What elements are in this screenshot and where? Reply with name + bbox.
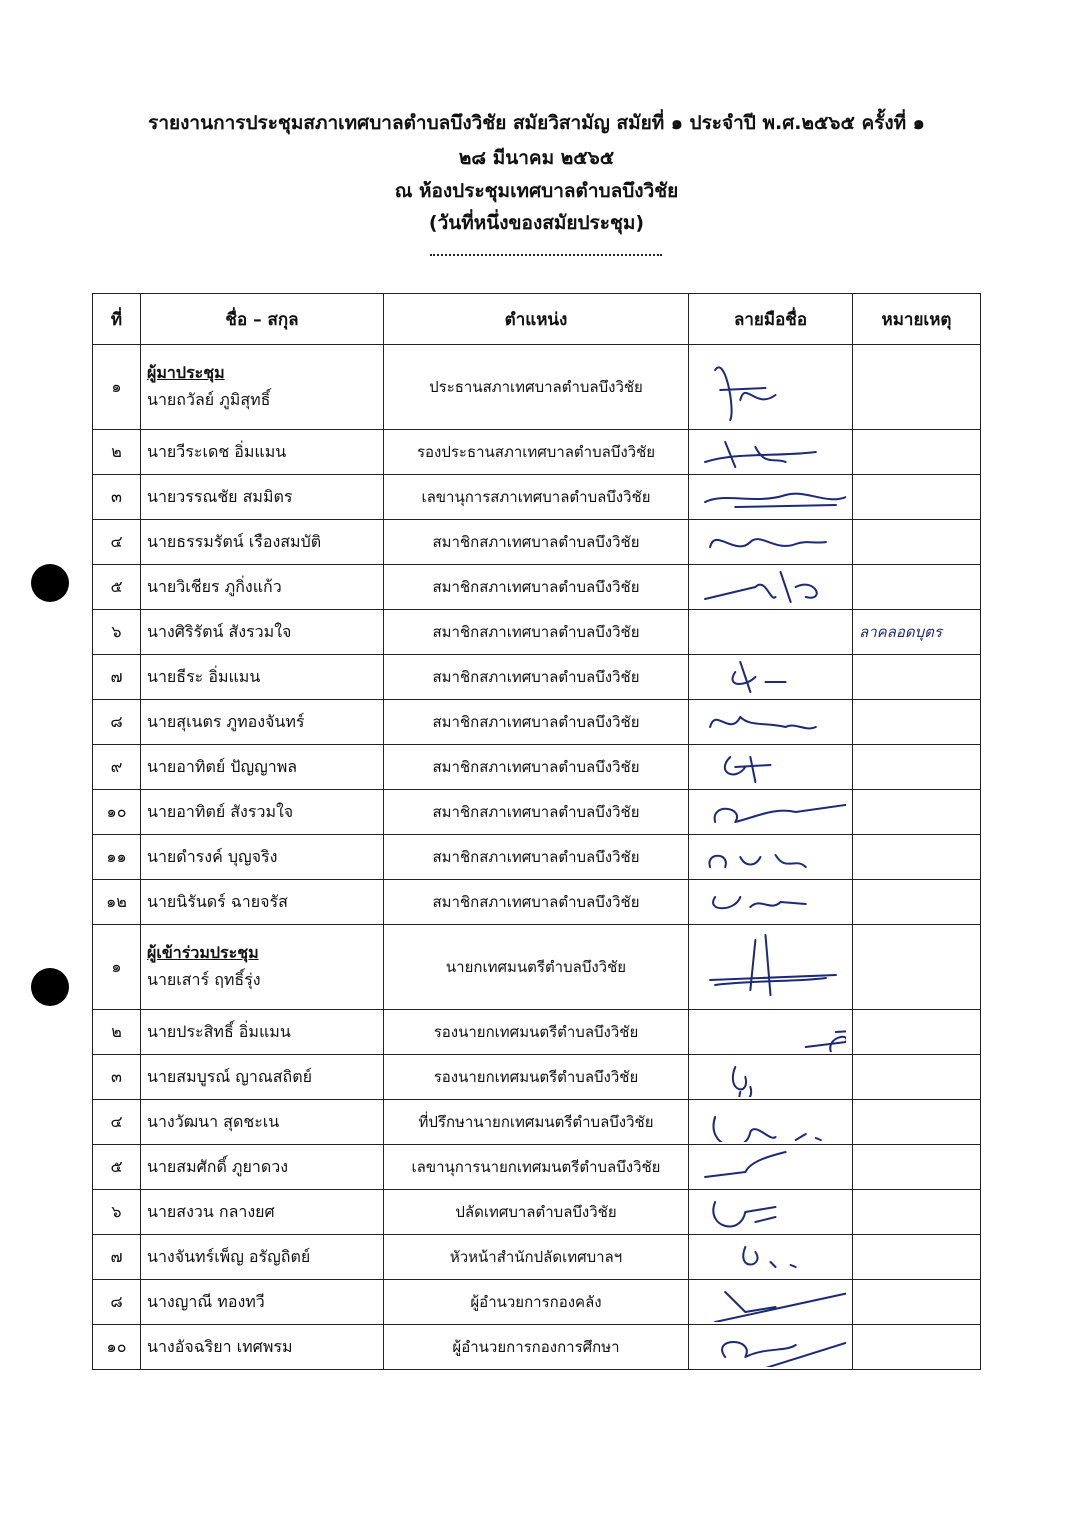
row-number: ๑๐ [93, 1325, 141, 1370]
row-remark-cell [853, 925, 981, 1010]
row-name: นายถวัลย์ ภูมิสุทธิ์ [147, 390, 271, 409]
table-row [93, 1100, 981, 1145]
row-remark-cell [853, 1010, 981, 1055]
table-row [93, 655, 981, 700]
row-number: ๔ [93, 1100, 141, 1145]
row-signature-cell [689, 1100, 853, 1145]
row-position: สมาชิกสภาเทศบาลตำบลบึงวิชัย [384, 700, 689, 745]
row-position: ประธานสภาเทศบาลตำบลบึงวิชัย [384, 345, 689, 430]
row-signature-cell [689, 1280, 853, 1325]
row-signature-cell [689, 430, 853, 475]
row-remark-cell [853, 655, 981, 700]
row-name: นายวรรณชัย สมมิตร [147, 486, 293, 506]
table-row [93, 880, 981, 925]
row-name: นายประสิทธิ์ อิ่มแมน [147, 1021, 291, 1041]
row-position: สมาชิกสภาเทศบาลตำบลบึงวิชัย [384, 790, 689, 835]
row-remark-cell [853, 610, 981, 655]
handwritten-signature [695, 1282, 846, 1322]
header-name: ชื่อ – สกุล [141, 294, 384, 345]
handwritten-signature [695, 1102, 846, 1142]
row-signature-cell [689, 655, 853, 700]
row-name-cell [141, 1055, 384, 1100]
row-remark-cell [853, 700, 981, 745]
row-position: ที่ปรึกษานายกเทศมนตรีตำบลบึงวิชัย [384, 1100, 689, 1145]
row-name: นายนิรันดร์ ฉายจรัส [147, 891, 288, 911]
row-name: นางญาณี ทองทวี [147, 1291, 265, 1311]
section-heading: ผู้เข้าร่วมประชุม [147, 943, 259, 962]
row-number: ๙ [93, 745, 141, 790]
row-number: ๕ [93, 1145, 141, 1190]
row-signature-cell [689, 1145, 853, 1190]
row-name-cell [141, 655, 384, 700]
table-row [93, 1280, 981, 1325]
row-remark: ลาคลอดบุตร [859, 623, 942, 641]
handwritten-signature [695, 432, 846, 472]
table-row [93, 1190, 981, 1235]
row-name: นายอาทิตย์ ปัญญาพล [147, 756, 298, 776]
table-row [93, 610, 981, 655]
row-number: ๖ [93, 610, 141, 655]
row-name: นายดำรงค์ บุญจริง [147, 846, 278, 866]
row-remark-cell [853, 520, 981, 565]
table-row [93, 700, 981, 745]
row-remark-cell [853, 345, 981, 430]
row-position: รองประธานสภาเทศบาลตำบลบึงวิชัย [384, 430, 689, 475]
row-number: ๘ [93, 1280, 141, 1325]
row-number: ๗ [93, 655, 141, 700]
row-remark-cell [853, 1100, 981, 1145]
row-number: ๑ [93, 925, 141, 1010]
handwritten-signature [695, 702, 846, 742]
row-remark-cell [853, 1055, 981, 1100]
row-position: รองนายกเทศมนตรีตำบลบึงวิชัย [384, 1010, 689, 1055]
row-remark-cell [853, 1145, 981, 1190]
row-name-cell [141, 745, 384, 790]
row-position: นายกเทศมนตรีตำบลบึงวิชัย [384, 925, 689, 1010]
dotted-separator [430, 248, 662, 256]
row-name-cell [141, 835, 384, 880]
row-number: ๔ [93, 520, 141, 565]
handwritten-signature [695, 1057, 846, 1097]
row-signature-cell [689, 1190, 853, 1235]
row-name-cell [141, 880, 384, 925]
row-position: สมาชิกสภาเทศบาลตำบลบึงวิชัย [384, 880, 689, 925]
table-row [93, 565, 981, 610]
row-number: ๑๒ [93, 880, 141, 925]
row-remark-cell [853, 880, 981, 925]
row-signature-cell [689, 835, 853, 880]
row-number: ๑๑ [93, 835, 141, 880]
table-body [93, 345, 981, 1370]
header-no: ที่ [93, 294, 141, 345]
row-signature-cell [689, 700, 853, 745]
row-number: ๗ [93, 1235, 141, 1280]
table-row [93, 745, 981, 790]
row-position: เลขานุการนายกเทศมนตรีตำบลบึงวิชัย [384, 1145, 689, 1190]
row-position: ปลัดเทศบาลตำบลบึงวิชัย [384, 1190, 689, 1235]
header-position: ตำแหน่ง [384, 294, 689, 345]
row-signature-cell [689, 745, 853, 790]
row-name: นายอาทิตย์ สังรวมใจ [147, 801, 294, 821]
row-name-cell [141, 1280, 384, 1325]
row-remark-cell [853, 430, 981, 475]
table-row [93, 345, 981, 430]
row-number: ๑๐ [93, 790, 141, 835]
header-remark: หมายเหตุ [853, 294, 981, 345]
row-number: ๒ [93, 430, 141, 475]
row-position: ผู้อำนวยการกองการศึกษา [384, 1325, 689, 1370]
row-name-cell [141, 520, 384, 565]
document-title-line1: รายงานการประชุมสภาเทศบาลตำบลบึงวิชัย สมัยวิสามัญ สมัยที่ ๑ ประจำปี พ.ศ.๒๕๖๕ ครั้งที่ ๑ [148, 112, 925, 134]
row-name: นายสงวน กลางยศ [147, 1201, 275, 1221]
table-row [93, 790, 981, 835]
row-signature-cell [689, 565, 853, 610]
row-number: ๓ [93, 475, 141, 520]
row-remark-cell [853, 1190, 981, 1235]
row-name-cell [141, 1100, 384, 1145]
row-position: ผู้อำนวยการกองคลัง [384, 1280, 689, 1325]
row-name-cell [141, 790, 384, 835]
punch-hole-bottom [31, 968, 69, 1006]
row-name: นายธีระ อิ่มแมน [147, 666, 261, 686]
handwritten-signature [695, 747, 846, 787]
row-name: นางอัจฉริยา เทศพรม [147, 1336, 293, 1356]
row-number: ๕ [93, 565, 141, 610]
row-name-cell [141, 430, 384, 475]
row-position: เลขานุการสภาเทศบาลตำบลบึงวิชัย [384, 475, 689, 520]
row-name-cell [141, 475, 384, 520]
row-name: นางจันทร์เพ็ญ อรัญถิตย์ [147, 1246, 311, 1266]
row-signature-cell [689, 790, 853, 835]
row-remark-cell [853, 745, 981, 790]
document-venue: ณ ห้องประชุมเทศบาลตำบลบึงวิชัย [394, 180, 679, 202]
row-remark-cell [853, 475, 981, 520]
table-row [93, 1145, 981, 1190]
handwritten-signature [695, 1237, 846, 1277]
row-number: ๑ [93, 345, 141, 430]
attendance-table [92, 293, 981, 1370]
row-name-cell [141, 1235, 384, 1280]
row-name: นายเสาร์ ฤทธิ์รุ่ง [147, 970, 261, 989]
row-name: นางศิริรัตน์ สังรวมใจ [147, 621, 292, 641]
table-row [93, 1010, 981, 1055]
row-signature-cell [689, 475, 853, 520]
row-name-cell [141, 345, 384, 430]
row-signature-cell [689, 520, 853, 565]
row-name-cell [141, 565, 384, 610]
row-signature-cell [689, 345, 853, 430]
row-name-cell [141, 925, 384, 1010]
row-signature-cell [689, 1010, 853, 1055]
row-position: สมาชิกสภาเทศบาลตำบลบึงวิชัย [384, 655, 689, 700]
row-name-cell [141, 1190, 384, 1235]
row-remark-cell [853, 565, 981, 610]
table-row [93, 1055, 981, 1100]
row-signature-cell [689, 880, 853, 925]
handwritten-signature [695, 837, 846, 877]
row-position: สมาชิกสภาเทศบาลตำบลบึงวิชัย [384, 520, 689, 565]
row-position: สมาชิกสภาเทศบาลตำบลบึงวิชัย [384, 610, 689, 655]
row-name-cell [141, 700, 384, 745]
table-row [93, 430, 981, 475]
table-row [93, 1325, 981, 1370]
handwritten-signature [695, 657, 846, 697]
table-header-row [93, 294, 981, 345]
handwritten-signature [695, 477, 846, 517]
handwritten-signature [695, 350, 846, 425]
row-signature-cell [689, 925, 853, 1010]
handwritten-signature [695, 1192, 846, 1232]
row-name: นายวิเชียร ภูกิ่งแก้ว [147, 576, 282, 596]
document-session-note: (วันที่หนึ่งของสมัยประชุม) [428, 212, 645, 234]
row-remark-cell [853, 1325, 981, 1370]
row-signature-cell [689, 1325, 853, 1370]
row-position: สมาชิกสภาเทศบาลตำบลบึงวิชัย [384, 835, 689, 880]
row-remark-cell [853, 1280, 981, 1325]
handwritten-signature [695, 522, 846, 562]
row-name: นายสมศักดิ์ ภูยาดวง [147, 1156, 289, 1176]
document-date: ๒๘ มีนาคม ๒๕๖๕ [458, 147, 615, 169]
punch-hole-top [31, 564, 69, 602]
row-remark-cell [853, 835, 981, 880]
table-row [93, 1235, 981, 1280]
table-row [93, 835, 981, 880]
row-signature-cell [689, 610, 853, 655]
table-row [93, 475, 981, 520]
section-heading: ผู้มาประชุม [147, 363, 225, 382]
row-name: นางวัฒนา สุดชะเน [147, 1111, 280, 1131]
row-name: นายสมบูรณ์ ญาณสถิตย์ [147, 1066, 312, 1086]
row-name: นายวีระเดช อิ่มแมน [147, 441, 287, 461]
table-row [93, 925, 981, 1010]
handwritten-signature [695, 882, 846, 922]
row-signature-cell [689, 1055, 853, 1100]
handwritten-signature [695, 1012, 846, 1052]
row-name-cell [141, 1145, 384, 1190]
row-position: สมาชิกสภาเทศบาลตำบลบึงวิชัย [384, 745, 689, 790]
row-number: ๓ [93, 1055, 141, 1100]
table-row [93, 520, 981, 565]
handwritten-signature [695, 930, 846, 1005]
row-name-cell [141, 1010, 384, 1055]
row-remark-cell [853, 790, 981, 835]
handwritten-signature [695, 1327, 846, 1367]
row-number: ๖ [93, 1190, 141, 1235]
row-number: ๒ [93, 1010, 141, 1055]
row-position: รองนายกเทศมนตรีตำบลบึงวิชัย [384, 1055, 689, 1100]
row-position: หัวหน้าสำนักปลัดเทศบาลฯ [384, 1235, 689, 1280]
row-name: นายสุเนตร ภูทองจันทร์ [147, 711, 305, 731]
row-position: สมาชิกสภาเทศบาลตำบลบึงวิชัย [384, 565, 689, 610]
handwritten-signature [695, 567, 846, 607]
handwritten-signature [695, 1147, 846, 1187]
row-number: ๘ [93, 700, 141, 745]
row-name-cell [141, 610, 384, 655]
row-signature-cell [689, 1235, 853, 1280]
row-name-cell [141, 1325, 384, 1370]
handwritten-signature [695, 792, 846, 832]
row-remark-cell [853, 1235, 981, 1280]
header-signature: ลายมือชื่อ [689, 294, 853, 345]
row-name: นายธรรมรัตน์ เรืองสมบัติ [147, 531, 322, 551]
